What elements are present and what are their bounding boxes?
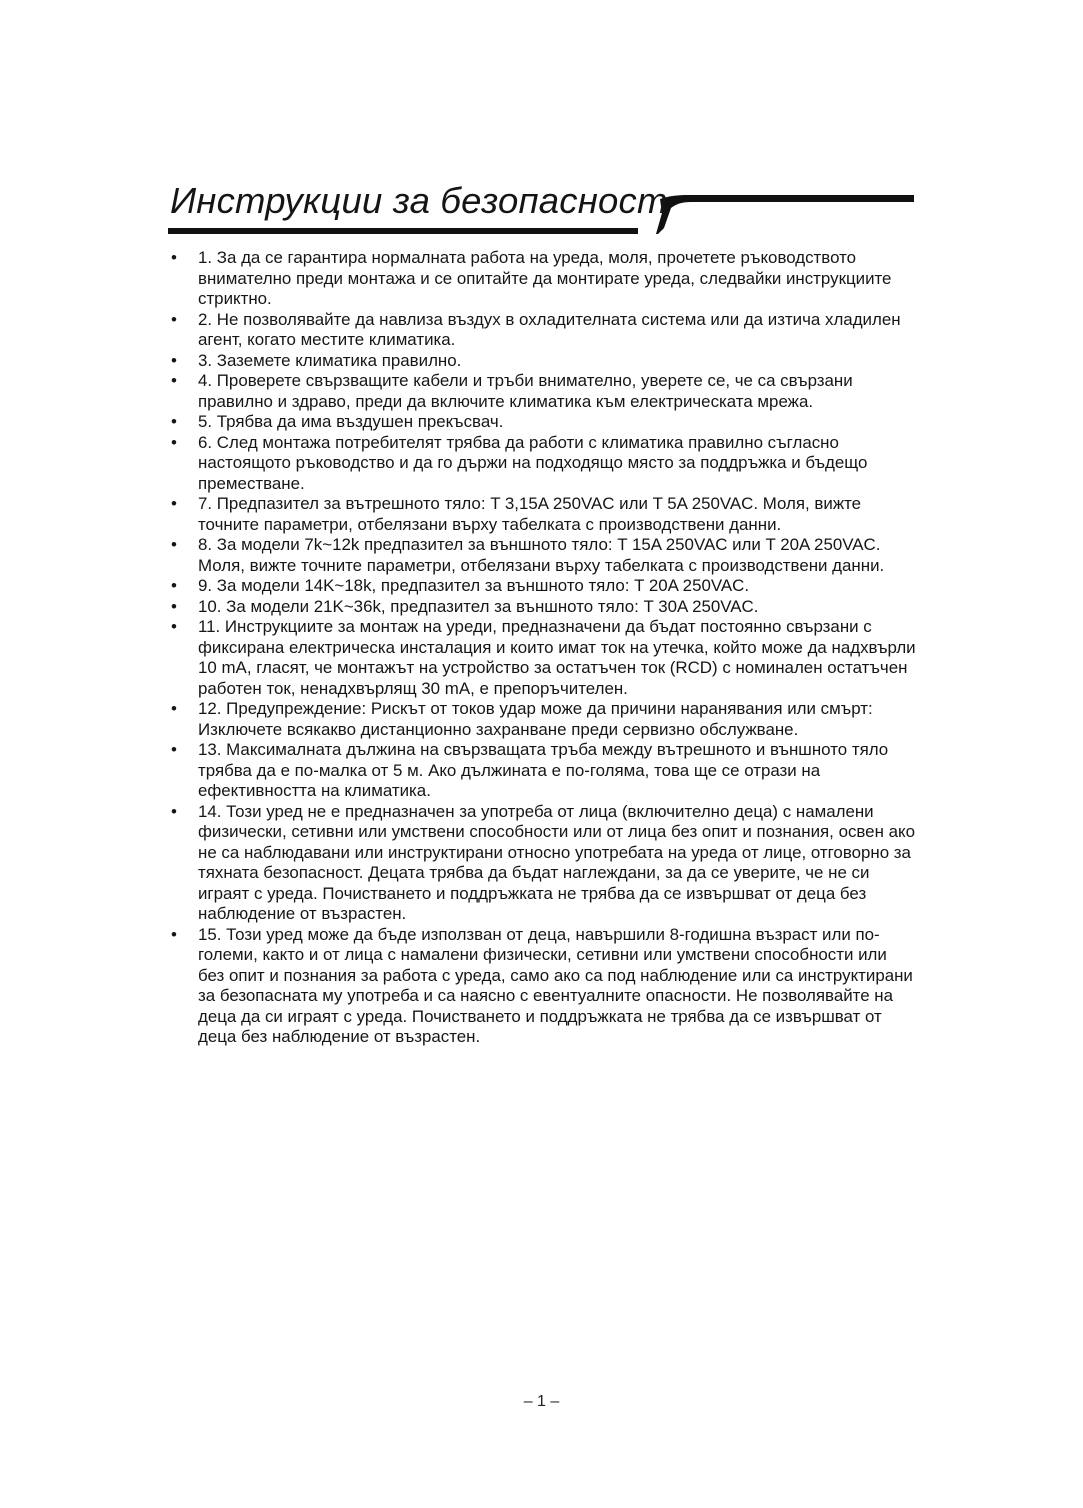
bullet-icon: • xyxy=(171,596,177,616)
bullet-icon: • xyxy=(171,924,177,944)
page-title: Инструкции за безопасност xyxy=(170,180,668,221)
instruction-text: 1. За да се гарантира нормалната работа на уреда, моля, прочетете ръководството внимателно преди монтажа и се опитайте да монтирате уреда, следвайки инструкциите стриктно. xyxy=(198,248,892,308)
title-underline xyxy=(168,228,638,234)
instruction-text: 5. Трябва да има въздушен прекъсвач. xyxy=(198,412,504,431)
instruction-text: 2. Не позволявайте да навлиза въздух в охладителната система или да изтича хладилен агент, когато местите климатика. xyxy=(198,309,901,349)
instruction-text: 12. Предупреждение: Рискът от токов удар може да причини наранявания или смърт: Изключете всякакво дистанционно захранване преди сервизно обслужване. xyxy=(198,699,873,739)
bullet-icon: • xyxy=(171,740,177,759)
bullet-icon: • xyxy=(171,617,177,636)
instruction-list xyxy=(171,248,917,1048)
title-block xyxy=(168,176,918,240)
instruction-item xyxy=(171,351,917,372)
bullet-icon: • xyxy=(171,371,177,390)
instruction-item xyxy=(171,535,917,576)
bullet-icon: • xyxy=(171,412,177,431)
instruction-item xyxy=(171,494,917,535)
page-number: – 1 – xyxy=(523,1393,560,1410)
instruction-item xyxy=(171,412,917,433)
instruction-text: 6. След монтажа потребителят трябва да работи с климатика правилно съгласно настоящото ръководство и да го държи на подходящо място за поддръжка и бъдещо преместване. xyxy=(198,432,868,493)
instruction-text: 13. Максималната дължина на свързващата тръба между вътрешното и външното тяло трябва да е по-малка от 5 м. Ако дължината е по-голяма, това ще се отрази на ефективността на климатика. xyxy=(198,740,889,800)
bullet-icon: • xyxy=(171,248,177,267)
bullet-icon: • xyxy=(171,801,177,821)
instruction-item xyxy=(171,699,917,740)
instruction-item xyxy=(171,597,917,618)
instruction-item xyxy=(171,576,917,597)
instruction-item xyxy=(171,433,917,495)
instruction-text: 10. За модели 21K~36k, предпазител за външното тяло: T 30A 250VAC. xyxy=(198,596,759,616)
instruction-text: 9. За модели 14K~18k, предпазител за външното тяло: T 20A 250VAC. xyxy=(198,576,750,595)
instruction-text: 14. Този уред не е предназначен за употреба от лица (включително деца) с намалени физически, сетивни или умствени способности или от лица без опит и познания, освен ако не са наблюдавани или инструктирани относно употребата на уреда от лице, отговорно за тяхната безопасност. Децата трябва да бъдат наглеждани, за да се уверите, че не си играят с уреда. Почистването и поддръжката не трябва да се извършват от деца без наблюдение от възрастен. xyxy=(198,801,915,923)
instruction-item xyxy=(171,617,917,699)
safety-instructions xyxy=(171,248,917,1048)
bullet-icon: • xyxy=(171,576,177,595)
instruction-text: 11. Инструкциите за монтаж на уреди, предназначени да бъдат постоянно свързани с фиксирана електрическа инсталация и които имат ток на утечка, който може да надхвърли 10 mA, гласят, че монтажът на устройство за остатъчен ток (RCD) с номинален остатъчен работен ток, ненадхвърлящ 30 mA, е препоръчителен. xyxy=(198,617,916,698)
instruction-text: 15. Този уред може да бъде използван от деца, навършили 8-годишна възраст или по-големи, както и от лица с намалени физически, сетивни или умствени способности или без опит и познания за работа с уреда, само ако са под наблюдение или са инструктирани за безопасната му употреба и са наясно с евентуалните опасности. Не позволявайте на деца да си играят с уреда. Почистването и поддръжката не трябва да се извършват от деца без наблюдение от възрастен. xyxy=(198,924,913,1046)
bullet-icon: • xyxy=(171,309,177,329)
bullet-icon: • xyxy=(171,494,177,513)
instruction-text: 4. Проверете свързващите кабели и тръби внимателно, уверете се, че са свързани правилно и здраво, преди да включите климатика към електрическата мрежа. xyxy=(198,371,853,411)
instruction-item xyxy=(171,371,917,412)
bullet-icon: • xyxy=(171,535,177,554)
instruction-text: 8. За модели 7k~12k предпазител за външното тяло: T 15A 250VAC или T 20A 250VAC. Моля, вижте точните параметри, отбелязани върху табелката с производствени данни. xyxy=(198,535,885,575)
instruction-text: 3. Заземете климатика правилно. xyxy=(198,350,462,370)
instruction-text: 7. Предпазител за вътрешното тяло: T 3,15A 250VAC или T 5A 250VAC. Моля, вижте точните параметри, отбелязани върху табелката с производствени данни. xyxy=(198,494,862,534)
instruction-item xyxy=(171,310,917,351)
instruction-item xyxy=(171,802,917,925)
instruction-item xyxy=(171,248,917,310)
title-swoosh-bar xyxy=(656,195,914,234)
bullet-icon: • xyxy=(171,699,177,718)
bullet-icon: • xyxy=(171,350,177,370)
instruction-item xyxy=(171,925,917,1048)
instruction-item xyxy=(171,740,917,802)
bullet-icon: • xyxy=(171,432,177,452)
